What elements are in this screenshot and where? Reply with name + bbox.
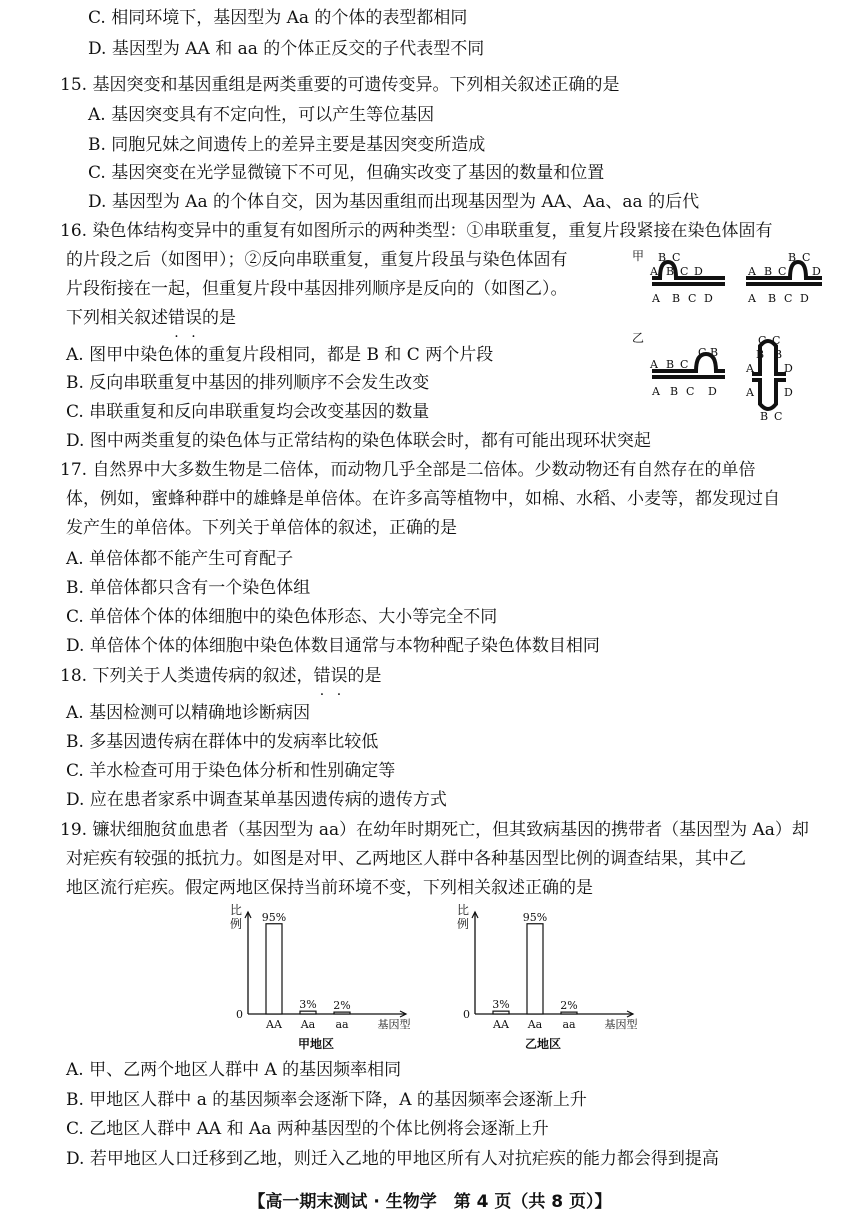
data-label: 3% [492, 998, 510, 1012]
gene-letter: B [672, 292, 681, 305]
gene-letter: B [774, 348, 783, 361]
gene-letter: B [710, 346, 719, 359]
gene-letter: B [768, 292, 777, 305]
stem-text: 下列相关叙述 [66, 308, 168, 328]
bar [266, 924, 282, 1014]
data-label: 2% [560, 999, 578, 1013]
option-18a: A. 基因检测可以精确地诊断病因 [66, 703, 311, 723]
data-label: 95% [261, 910, 287, 924]
chromosome-duplication-figure [630, 248, 830, 423]
tick-label: AA [266, 1018, 282, 1031]
question-16-stem-line1: 16. 染色体结构变异中的重复有如图所示的两种类型：①串联重复，重复片段紧接在染色体固有 [60, 221, 773, 241]
tick-label: Aa [300, 1018, 316, 1031]
question-15-stem: 15. 基因突变和基因重组是两类重要的可遗传变异。下列相关叙述正确的是 [60, 75, 620, 95]
yi-right-pair [745, 334, 793, 423]
option-17c: C. 单倍体个体的体细胞中的染色体形态、大小等完全不同 [66, 607, 498, 627]
gene-letter: C [758, 334, 767, 347]
gene-letter: D [812, 265, 821, 278]
stem-text: 的是 [202, 308, 236, 328]
bar-chart-svg [455, 902, 645, 1054]
gene-letter: B [658, 251, 667, 264]
gene-letter: B [666, 358, 675, 371]
option-19d: D. 若甲地区人口迁移到乙地，则迁入乙地的甲地区所有人对抗疟疾的能力都会得到提高 [66, 1149, 719, 1169]
gene-letter: C [680, 265, 689, 278]
gene-letter: C [686, 385, 695, 398]
data-label: 2% [333, 999, 351, 1013]
option-15d: D. 基因型为 Aa 的个体自交，因为基因重组而出现基因型为 AA、Aa、aa 的后代 [88, 192, 700, 212]
gene-letter: B [764, 265, 773, 278]
bar-chart-region-yi [455, 902, 645, 1054]
emphasis-char: 误 [330, 666, 348, 686]
question-16-stem-line4 [66, 306, 236, 330]
bar-chart-region-jia [228, 902, 418, 1054]
gene-letter: D [708, 385, 717, 398]
question-17-stem-line1: 17. 自然界中大多数生物是二倍体，而动物几乎全部是二倍体。少数动物还有自然存在的单倍 [60, 460, 756, 480]
bar [334, 1012, 350, 1014]
gene-letter: B [756, 348, 765, 361]
option-16a: A. 图甲中染色体的重复片段相同，都是 B 和 C 两个片段 [66, 345, 494, 365]
figure-label-yi: 乙 [632, 331, 645, 345]
gene-letter: A [650, 358, 658, 371]
gene-letter: A [652, 385, 660, 398]
y-axis-label: 比 [230, 903, 243, 917]
gene-letter: B [760, 410, 769, 423]
gene-letter: C [698, 346, 707, 359]
gene-letter: D [694, 265, 703, 278]
option-19a: A. 甲、乙两个地区人群中 A 的基因频率相同 [66, 1060, 402, 1080]
tick-label: aa [335, 1018, 349, 1031]
gene-letter: C [688, 292, 697, 305]
gene-letter: D [784, 386, 793, 399]
gene-letter: B [788, 251, 797, 264]
y-axis-label: 例 [230, 917, 243, 931]
tick-label: Aa [527, 1018, 543, 1031]
gene-letter: B [670, 385, 679, 398]
emphasis-char: 误 [185, 308, 202, 328]
data-label: 3% [299, 998, 317, 1012]
gene-letter: A [746, 362, 754, 375]
emphasis-char: 错 [168, 308, 185, 328]
option-15b: B. 同胞兄妹之间遗传上的差异主要是基因突变所造成 [88, 135, 486, 155]
gene-letter: C [772, 334, 781, 347]
bar [561, 1012, 577, 1014]
data-label: 95% [522, 910, 548, 924]
tick-label: AA [493, 1018, 509, 1031]
gene-letter: A [748, 265, 756, 278]
gene-letter: A [652, 292, 660, 305]
option-15a: A. 基因突变具有不定向性，可以产生等位基因 [88, 105, 435, 125]
gene-letter: A [748, 292, 756, 305]
question-17-stem-line3: 发产生的单倍体。下列关于单倍体的叙述，正确的是 [66, 518, 457, 538]
option-14d: D. 基因型为 AA 和 aa 的个体正反交的子代表型不同 [88, 39, 485, 59]
option-19c: C. 乙地区人群中 AA 和 Aa 两种基因型的个体比例将会逐渐上升 [66, 1119, 549, 1139]
option-16b: B. 反向串联重复中基因的排列顺序不会发生改变 [66, 373, 430, 393]
gene-letter: C [802, 251, 811, 264]
jia-right-pair [746, 251, 822, 305]
question-17-stem-line2: 体，例如，蜜蜂种群中的雄蜂是单倍体。在许多高等植物中，如棉、水稻、小麦等，都发现过自 [66, 489, 780, 509]
option-16c: C. 串联重复和反向串联重复均会改变基因的数量 [66, 402, 430, 422]
option-16d: D. 图中两类重复的染色体与正常结构的染色体联会时，都有可能出现环状突起 [66, 431, 651, 451]
option-19b: B. 甲地区人群中 a 的基因频率会逐渐下降，A 的基因频率会逐渐上升 [66, 1090, 587, 1110]
stem-text: 18. 下列关于人类遗传病的叙述， [60, 666, 314, 686]
tick-label: aa [562, 1018, 576, 1031]
origin-label: 0 [463, 1008, 470, 1021]
jia-left-pair [649, 251, 725, 305]
gene-letter: C [680, 358, 689, 371]
option-18b: B. 多基因遗传病在群体中的发病率比较低 [66, 732, 379, 752]
question-18-stem [60, 664, 381, 688]
gene-letter: C [778, 265, 787, 278]
chart-title: 乙地区 [524, 1037, 562, 1051]
gene-letter: C [672, 251, 681, 264]
x-axis-label: 基因型 [377, 1018, 411, 1031]
bar [493, 1011, 509, 1014]
yi-left-pair [649, 346, 725, 398]
option-17a: A. 单倍体都不能产生可育配子 [66, 549, 294, 569]
question-19-stem-line3: 地区流行疟疾。假定两地区保持当前环境不变，下列相关叙述正确的是 [66, 878, 593, 898]
gene-letter: C [774, 410, 783, 423]
gene-letter: A [650, 265, 658, 278]
option-18d: D. 应在患者家系中调查某单基因遗传病的遗传方式 [66, 790, 447, 810]
option-15c: C. 基因突变在光学显微镜下不可见，但确实改变了基因的数量和位置 [88, 163, 605, 183]
origin-label: 0 [236, 1008, 243, 1021]
bar [300, 1011, 316, 1014]
bar-chart-svg [228, 902, 418, 1054]
question-16-stem-line3: 片段衔接在一起，但重复片段中基因排列顺序是反向的（如图乙）。 [66, 279, 568, 299]
gene-letter: C [784, 292, 793, 305]
page-footer: 【高一期末测试 · 生物学 第 4 页（共 8 页）】 [248, 1192, 612, 1212]
gene-letter: D [800, 292, 809, 305]
option-17d: D. 单倍体个体的体细胞中染色体数目通常与本物种配子染色体数目相同 [66, 636, 600, 656]
gene-letter: D [704, 292, 713, 305]
gene-letter: B [666, 265, 675, 278]
figure-label-jia: 甲 [632, 249, 645, 263]
option-18c: C. 羊水检查可用于染色体分析和性别确定等 [66, 761, 396, 781]
y-axis-label: 比 [457, 903, 470, 917]
bar [527, 924, 543, 1014]
chart-title: 甲地区 [297, 1037, 335, 1051]
question-19-stem-line2: 对疟疾有较强的抵抗力。如图是对甲、乙两地区人群中各种基因型比例的调查结果，其中乙 [66, 849, 746, 869]
option-14c: C. 相同环境下，基因型为 Aa 的个体的表型都相同 [88, 8, 468, 28]
gene-letter: D [784, 362, 793, 375]
emphasis-char: 错 [313, 666, 331, 686]
gene-letter: A [746, 386, 754, 399]
x-axis-label: 基因型 [604, 1018, 638, 1031]
y-axis-label: 例 [457, 917, 470, 931]
option-17b: B. 单倍体都只含有一个染色体组 [66, 578, 311, 598]
question-16-stem-line2: 的片段之后（如图甲）；②反向串联重复，重复片段虽与染色体固有 [66, 250, 568, 270]
stem-text: 的是 [347, 666, 382, 686]
question-19-stem-line1: 19. 镰状细胞贫血患者（基因型为 aa）在幼年时期死亡，但其致病基因的携带者（基因型为 Aa）却 [60, 820, 809, 840]
